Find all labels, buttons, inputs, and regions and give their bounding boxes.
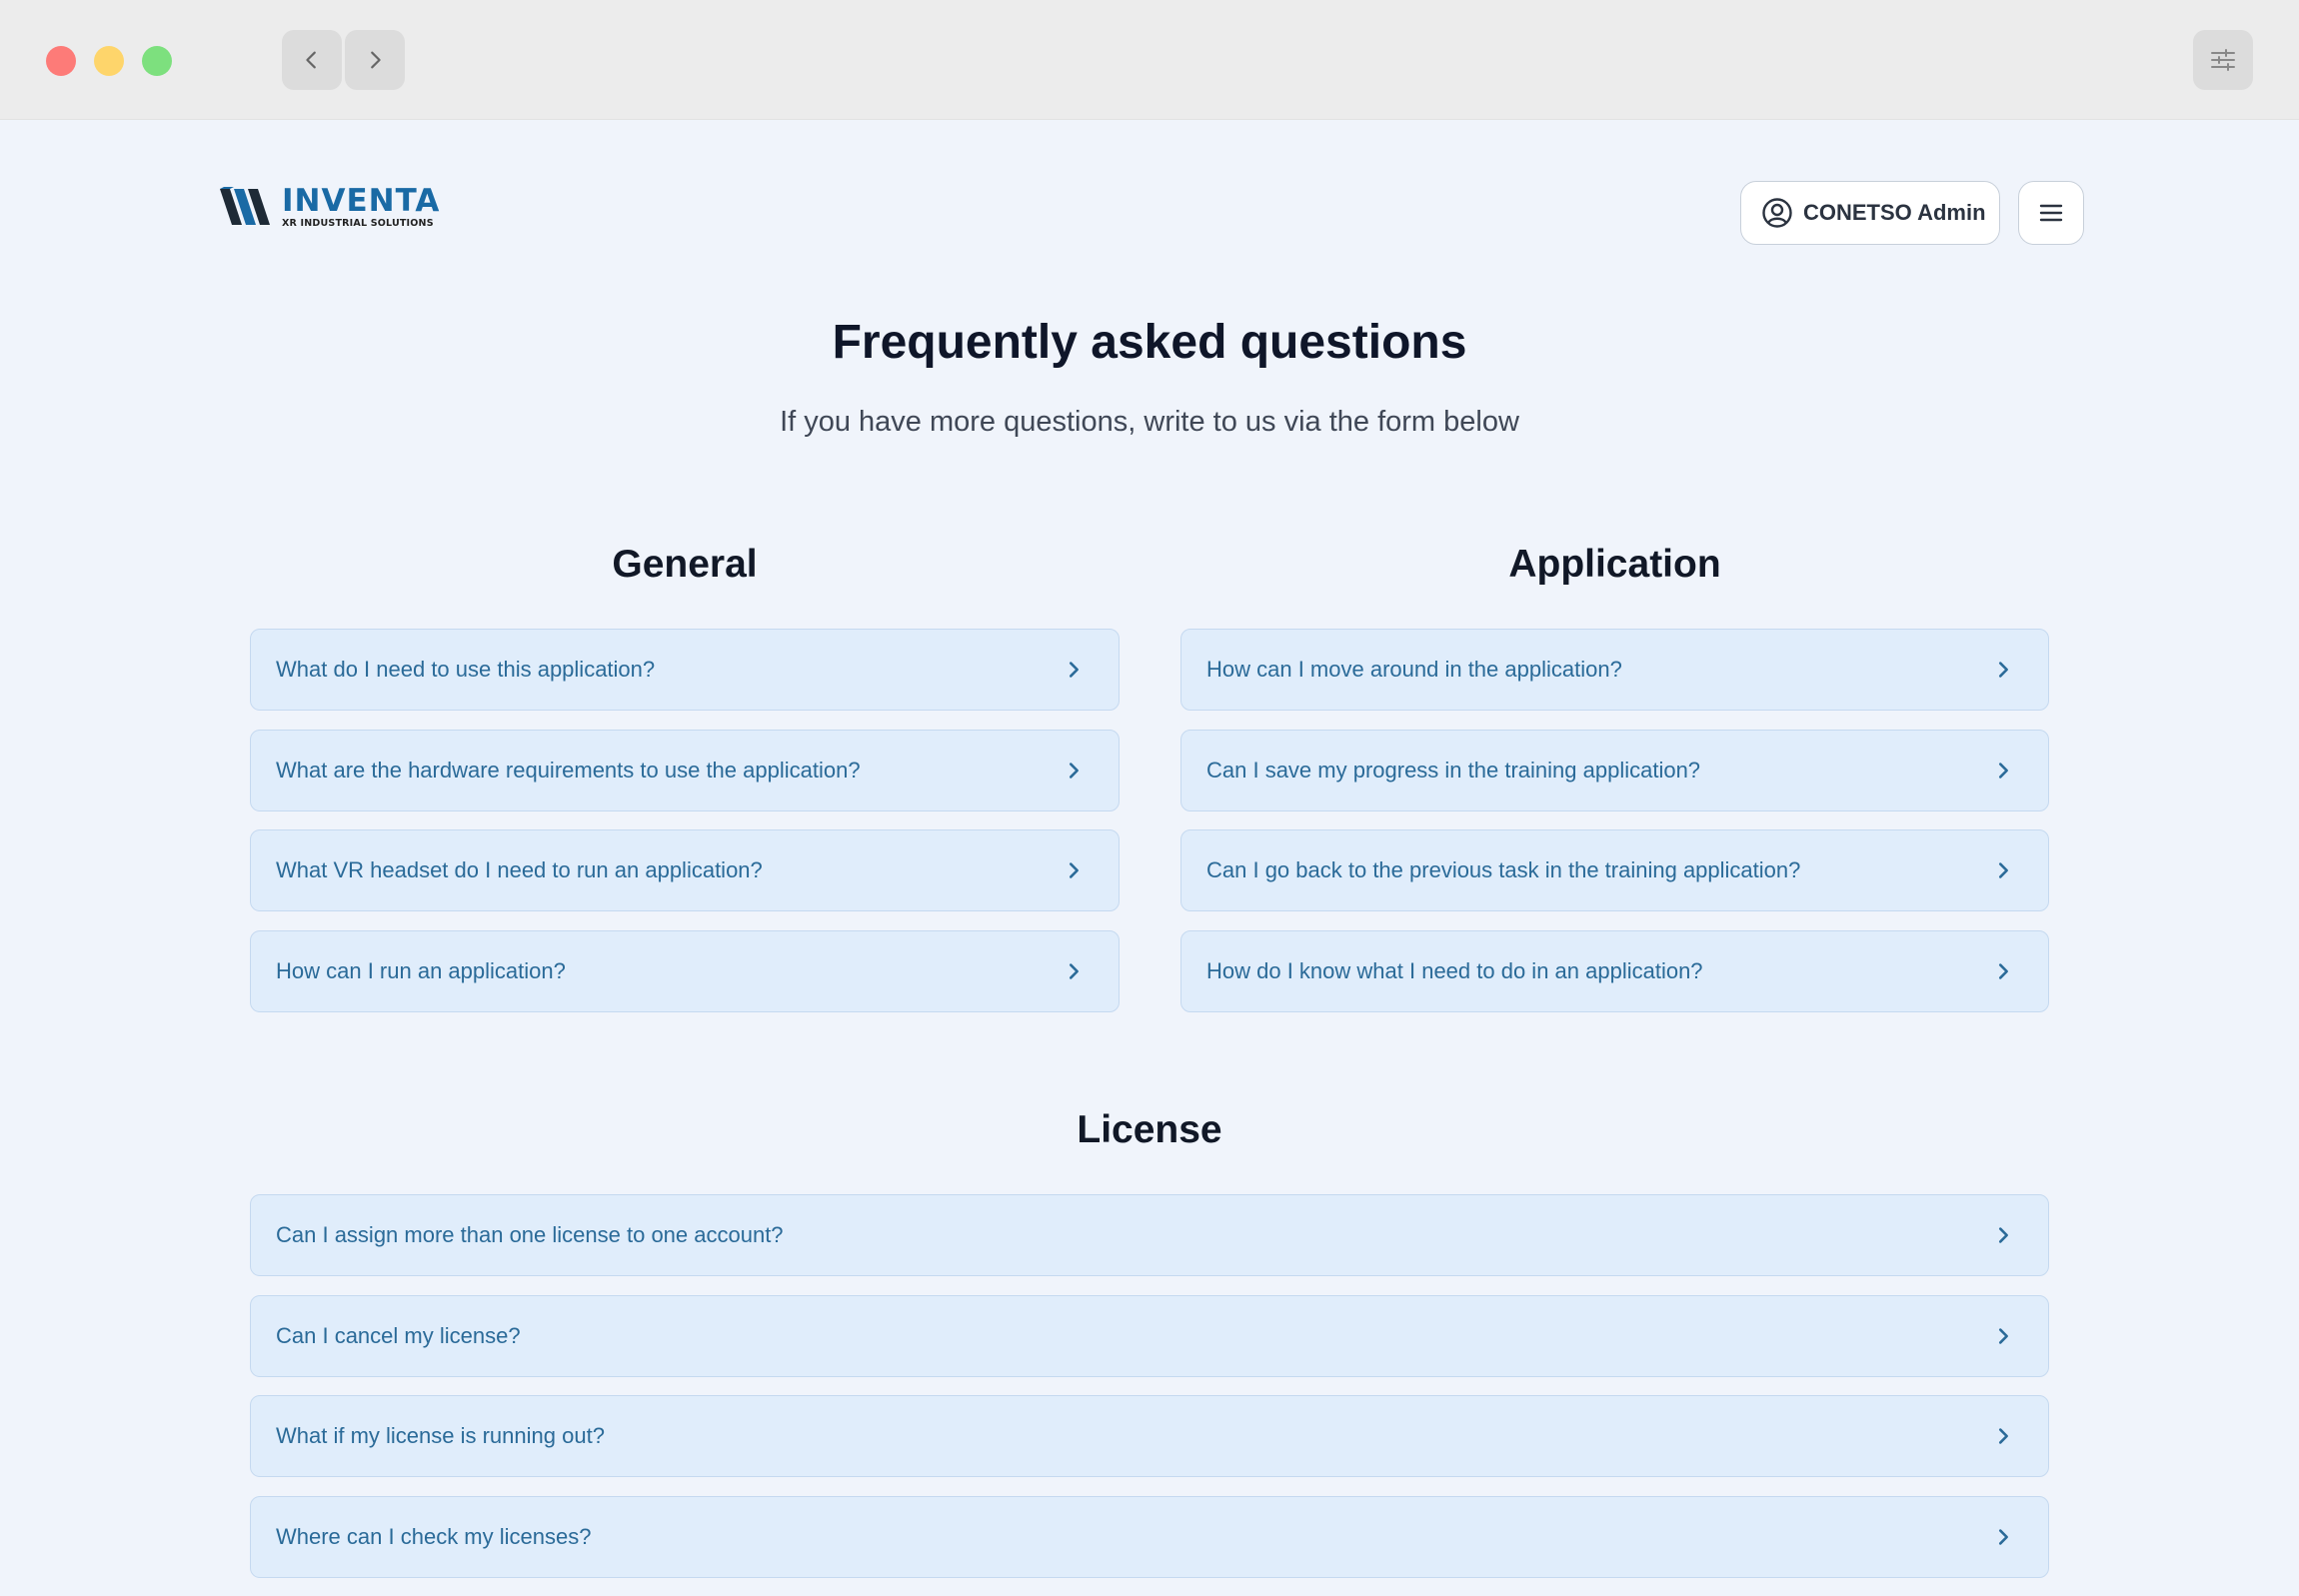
inventa-logo-icon xyxy=(218,183,274,231)
sliders-icon xyxy=(2209,46,2237,74)
section-heading-license: License xyxy=(1077,1108,1222,1151)
faq-list-application xyxy=(1180,629,2049,1030)
chevron-right-icon xyxy=(1992,659,2014,681)
logo-subtitle: XR INDUSTRIAL SOLUTIONS xyxy=(282,217,434,229)
faq-list-general xyxy=(250,629,1120,1030)
section-heading-application: Application xyxy=(1508,543,1721,586)
settings-button[interactable] xyxy=(2193,30,2253,90)
window-close-button[interactable] xyxy=(46,46,76,76)
chevron-right-icon xyxy=(1992,1526,2014,1548)
user-circle-icon xyxy=(1761,197,1793,229)
faq-list-license xyxy=(250,1194,2049,1596)
back-button[interactable] xyxy=(282,30,342,90)
chevron-right-icon xyxy=(1063,960,1085,982)
browser-chrome xyxy=(0,0,2299,120)
chevron-right-icon xyxy=(1063,859,1085,881)
faq-question: How can I run an application? xyxy=(276,957,566,983)
user-account-button[interactable] xyxy=(1740,181,2000,245)
faq-question: How can I move around in the application? xyxy=(1206,657,1622,682)
faq-item[interactable] xyxy=(1180,730,2049,811)
faq-question: How do I know what I need to do in an application? xyxy=(1206,957,1703,983)
window-minimize-button[interactable] xyxy=(94,46,124,76)
faq-question: Can I cancel my license? xyxy=(276,1322,521,1348)
forward-button[interactable] xyxy=(345,30,405,90)
faq-question: What are the hardware requirements to use the application? xyxy=(276,757,861,783)
faq-question: What if my license is running out? xyxy=(276,1423,605,1448)
faq-question: Can I assign more than one license to one account? xyxy=(276,1222,784,1247)
faq-item[interactable] xyxy=(1180,930,2049,1012)
user-name-label: CONETSO Admin xyxy=(1803,200,1986,225)
chevron-right-icon xyxy=(1063,760,1085,782)
faq-question: Where can I check my licenses? xyxy=(276,1523,592,1549)
faq-item[interactable] xyxy=(250,1295,2049,1377)
faq-item[interactable] xyxy=(250,1496,2049,1578)
logo[interactable] xyxy=(218,183,440,231)
chevron-right-icon xyxy=(1992,960,2014,982)
page xyxy=(0,121,2299,1594)
window-maximize-button[interactable] xyxy=(142,46,172,76)
faq-item[interactable] xyxy=(1180,629,2049,711)
faq-item[interactable] xyxy=(250,730,1120,811)
chevron-right-icon xyxy=(1992,1425,2014,1447)
faq-item[interactable] xyxy=(250,1194,2049,1276)
faq-question: What do I need to use this application? xyxy=(276,657,656,682)
chevron-right-icon xyxy=(1992,760,2014,782)
faq-item[interactable] xyxy=(250,829,1120,911)
faq-item[interactable] xyxy=(250,1395,2049,1477)
logo-title: INVENTA xyxy=(282,182,441,219)
menu-button[interactable] xyxy=(2018,181,2084,245)
faq-question: Can I save my progress in the training application? xyxy=(1206,757,1701,783)
faq-item[interactable] xyxy=(250,629,1120,711)
page-title: Frequently asked questions xyxy=(832,316,1467,369)
chevron-right-icon xyxy=(1992,859,2014,881)
chevron-right-icon xyxy=(1992,1224,2014,1246)
chevron-right-icon xyxy=(1992,1325,2014,1347)
faq-question: Can I go back to the previous task in the training application? xyxy=(1206,857,1801,882)
chevron-right-icon xyxy=(364,49,386,71)
faq-item[interactable] xyxy=(250,930,1120,1012)
chevron-left-icon xyxy=(301,49,323,71)
page-subtitle: If you have more questions, write to us via the form below xyxy=(780,406,1519,438)
chevron-right-icon xyxy=(1063,659,1085,681)
section-heading-general: General xyxy=(612,543,758,586)
faq-question: What VR headset do I need to run an application? xyxy=(276,857,763,882)
hamburger-menu-icon xyxy=(2038,202,2064,224)
faq-item[interactable] xyxy=(1180,829,2049,911)
